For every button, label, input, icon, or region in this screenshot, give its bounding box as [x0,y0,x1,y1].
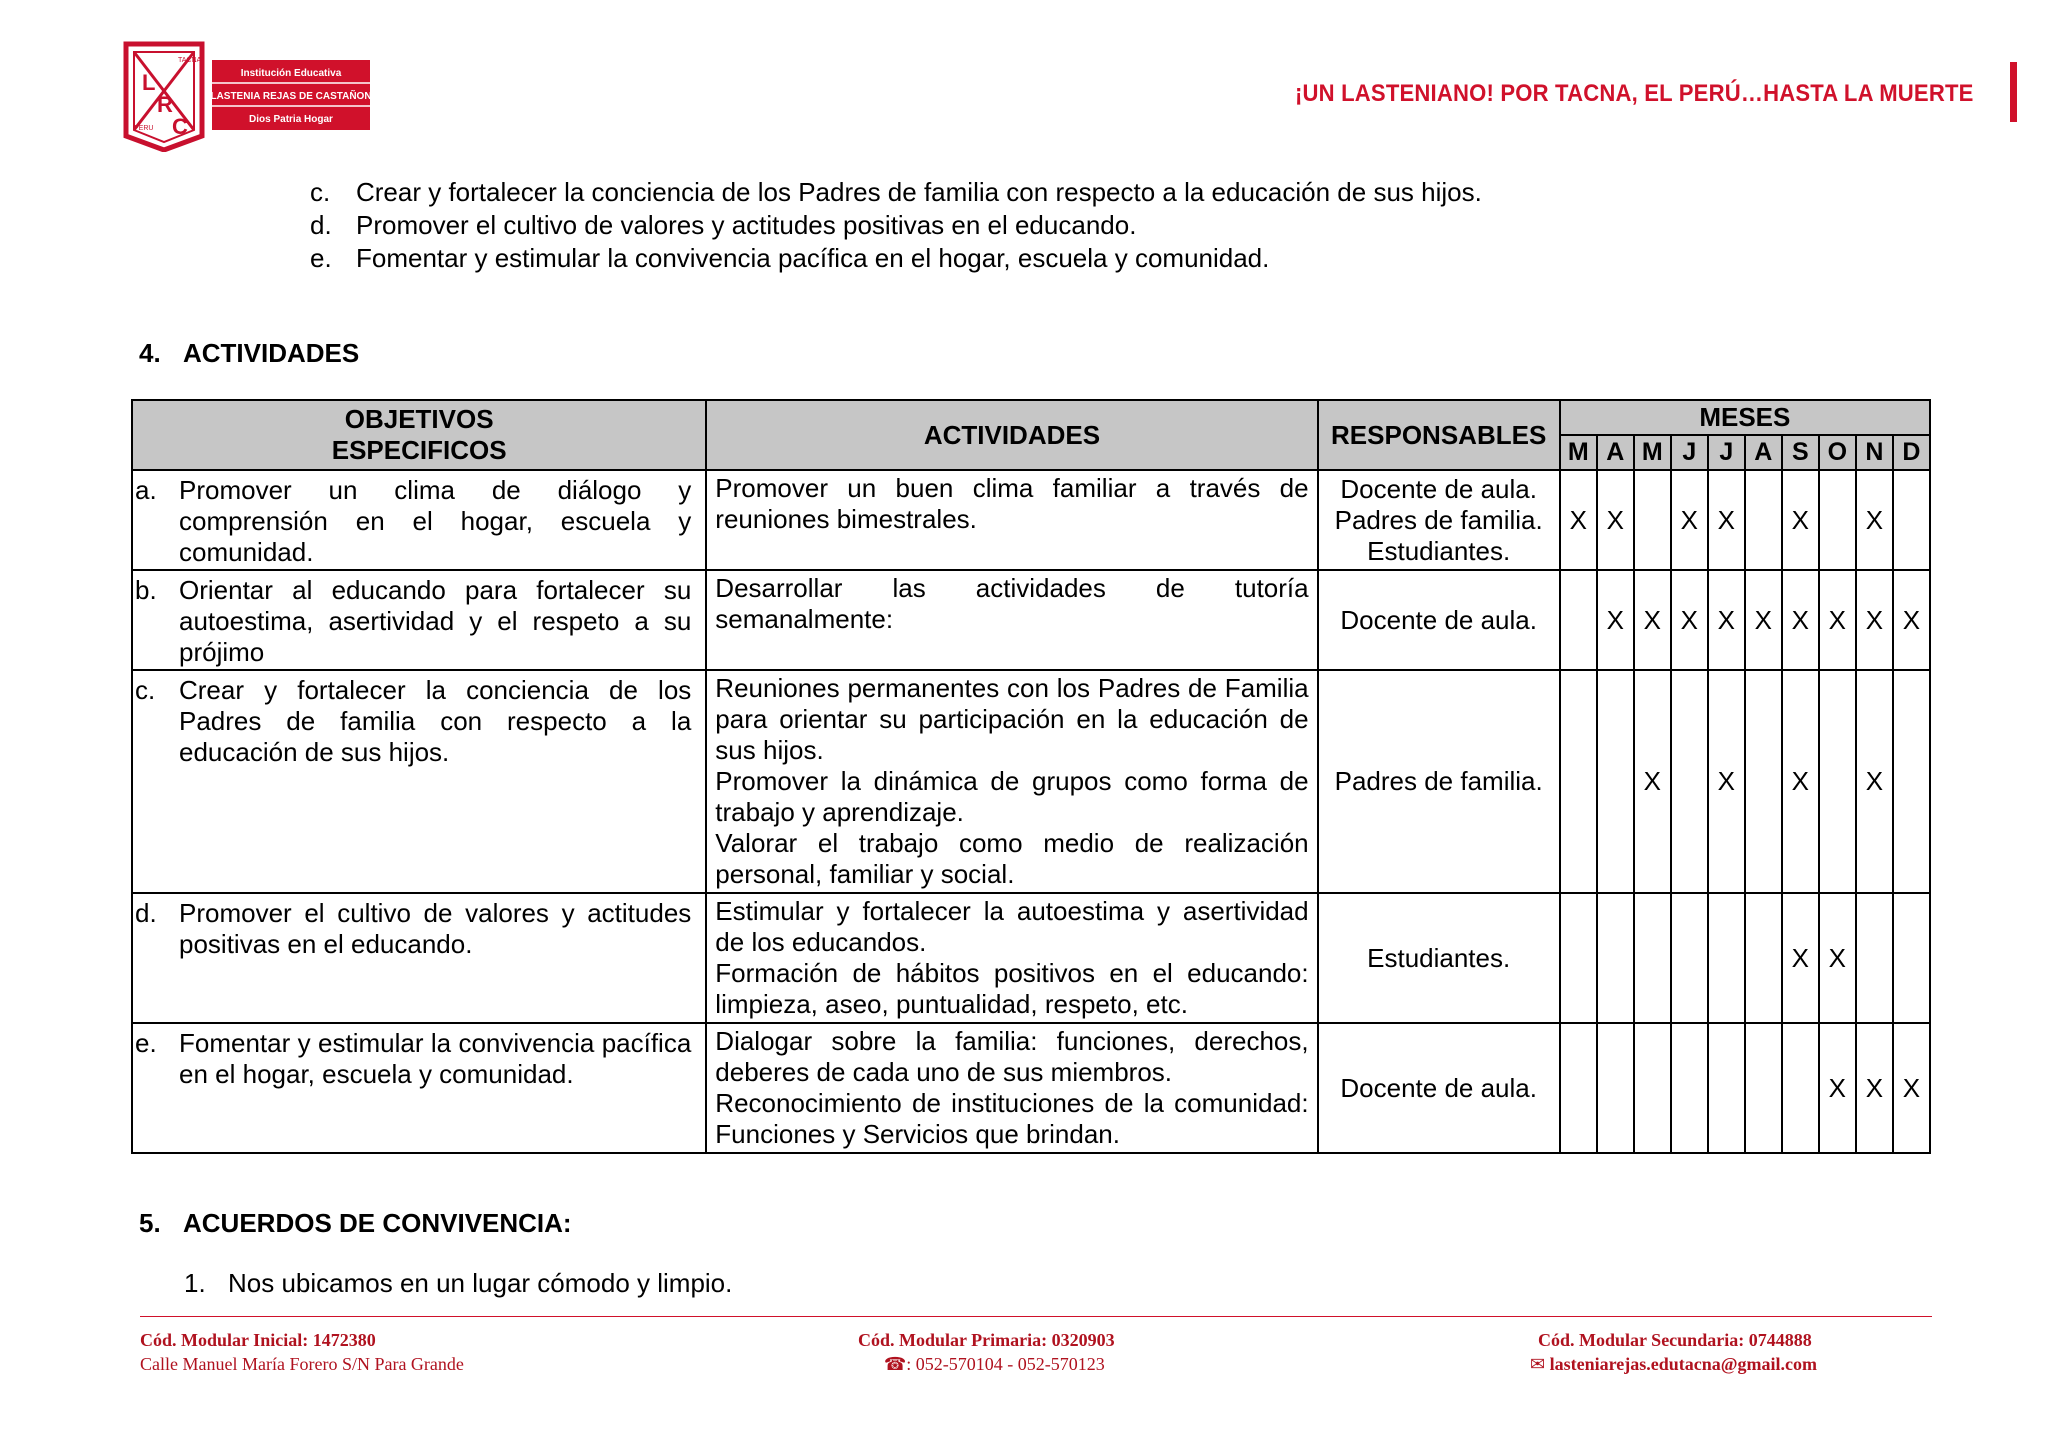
month-mark-cell [1671,1023,1708,1153]
month-mark-cell: X [1782,470,1819,570]
responsables-cell [1318,1023,1560,1153]
responsables-cell [1318,893,1560,1023]
month-header: O [1819,435,1856,470]
month-mark-cell [1597,1023,1634,1153]
list-item [310,209,1482,242]
month-header: M [1560,435,1597,470]
month-header: S [1782,435,1819,470]
table-row [132,670,1930,893]
list-item [310,176,1482,209]
month-mark-cell: X [1856,1023,1893,1153]
section-heading-acuerdos [139,1208,572,1239]
month-mark-cell [1745,670,1782,893]
activities-table [131,399,1931,1154]
month-mark-cell [1560,893,1597,1023]
month-mark-cell: X [1893,570,1930,670]
activities-cell [706,1023,1317,1153]
header-objetivos: OBJETIVOS ESPECIFICOS [132,400,706,470]
month-mark-cell: X [1634,570,1671,670]
month-mark-cell [1745,1023,1782,1153]
school-logo [120,40,372,152]
activity-text: Valorar el trabajo como medio de realización personal, familiar y social. [715,828,1309,889]
logo-line-3: Dios Patria Hogar [249,114,333,125]
objective-text: Fomentar y estimular la convivencia pacífica en el hogar, escuela y comunidad. [179,1028,692,1089]
logo-letter-l: L [142,70,156,95]
activity-text: Dialogar sobre la familia: funciones, derechos, deberes de cada uno de sus miembros. [715,1026,1309,1087]
list-text: Crear y fortalecer la conciencia de los Padres de familia con respecto a la educación de sus hijos. [356,177,1482,207]
month-mark-cell [1634,1023,1671,1153]
month-mark-cell [1745,470,1782,570]
month-mark-cell [1819,670,1856,893]
footer-left [140,1328,464,1376]
month-header: M [1634,435,1671,470]
list-text: Fomentar y estimular la convivencia pacífica en el hogar, escuela y comunidad. [356,243,1270,273]
list-marker: c. [310,177,331,207]
objectives-list [310,176,1482,275]
objective-text: Orientar al educando para fortalecer su autoestima, asertividad y el respeto a su prójimo [179,575,692,667]
activity-text: Reuniones permanentes con los Padres de Familia para orientar su participación en la educación de sus hijos. [715,673,1309,765]
month-mark-cell: X [1856,670,1893,893]
month-header: A [1745,435,1782,470]
footer-address: Calle Manuel María Forero S/N Para Grande [140,1354,464,1374]
responsable-text: Docente de aula. [1340,473,1537,504]
table-row [132,470,1930,570]
objective-cell [132,1023,706,1153]
month-mark-cell: X [1560,470,1597,570]
month-mark-cell: X [1745,570,1782,670]
list-marker: d. [310,210,332,240]
agreements-list [184,1268,732,1299]
activity-text: Reconocimiento de instituciones de la comunidad: Funciones y Servicios que brindan. [715,1088,1309,1149]
month-mark-cell: X [1819,570,1856,670]
header-accent-bar [2010,62,2017,122]
month-mark-cell: X [1708,470,1745,570]
table-row [132,1023,1930,1153]
logo-line-2: LASTENIA REJAS DE CASTAÑON [210,91,372,102]
footer-email-line [1530,1352,1817,1376]
list-item [310,242,1482,275]
month-mark-cell [1634,893,1671,1023]
activities-cell [706,470,1317,570]
month-header: N [1856,435,1893,470]
footer-inicial-code: Cód. Modular Inicial: 1472380 [140,1330,376,1350]
footer-secundaria-code: Cód. Modular Secundaria: 0744888 [1538,1330,1812,1350]
month-header: D [1893,435,1930,470]
month-mark-cell: X [1597,470,1634,570]
objective-cell [132,470,706,570]
month-mark-cell [1893,893,1930,1023]
month-mark-cell: X [1782,893,1819,1023]
mail-icon: ✉ [1530,1354,1550,1374]
header-actividades: ACTIVIDADES [706,400,1317,470]
month-mark-cell: X [1634,670,1671,893]
month-mark-cell [1856,893,1893,1023]
month-mark-cell [1597,893,1634,1023]
logo-letter-c: C [172,114,188,139]
list-text: Nos ubicamos en un lugar cómodo y limpio. [228,1268,733,1298]
list-marker: 1. [184,1268,206,1298]
month-mark-cell [1671,670,1708,893]
month-mark-cell: X [1782,670,1819,893]
month-mark-cell: X [1893,1023,1930,1153]
objective-marker: c. [135,675,156,705]
month-mark-cell [1634,470,1671,570]
objective-cell [132,893,706,1023]
month-mark-cell: X [1782,570,1819,670]
section-number: 4. [139,338,161,368]
responsable-text: Padres de familia. [1334,766,1543,796]
footer-phones: : 052-570104 - 052-570123 [906,1354,1105,1374]
footer-right [1530,1328,1817,1376]
header-responsables: RESPONSABLES [1318,400,1560,470]
section-title: ACTIVIDADES [183,338,360,368]
responsable-text: Estudiantes. [1367,535,1511,566]
responsables-cell [1318,470,1560,570]
objective-text: Crear y fortalecer la conciencia de los Padres de familia con respecto a la educación de sus hijos. [179,675,692,767]
activities-cell [706,893,1317,1023]
objective-marker: e. [135,1028,157,1058]
activities-cell [706,670,1317,893]
activity-text: Estimular y fortalecer la autoestima y asertividad de los educandos. [715,896,1309,957]
responsable-text: Docente de aula. [1340,604,1537,635]
responsables-cell [1318,670,1560,893]
activities-cell [706,570,1317,670]
activity-text: Promover la dinámica de grupos como forma de trabajo y aprendizaje. [715,766,1309,827]
responsable-text: Estudiantes. [1367,942,1511,973]
responsable-text: Padres de familia. [1334,504,1543,535]
phone-icon: ☎ [883,1354,907,1374]
objective-marker: a. [135,475,157,505]
table-row [132,893,1930,1023]
month-mark-cell [1893,470,1930,570]
month-mark-cell: X [1671,570,1708,670]
month-mark-cell [1597,670,1634,893]
objective-marker: d. [135,898,157,928]
month-mark-cell [1560,1023,1597,1153]
responsables-cell [1318,570,1560,670]
activity-text: Formación de hábitos positivos en el educando: limpieza, aseo, puntualidad, respeto, etc. [715,958,1309,1019]
table-row [132,570,1930,670]
table-body [132,470,1930,1153]
logo-letter-r: R [157,92,173,117]
month-mark-cell: X [1819,1023,1856,1153]
month-header: J [1671,435,1708,470]
logo-line-1: Institución Educativa [240,68,342,79]
month-mark-cell [1671,893,1708,1023]
month-header: J [1708,435,1745,470]
footer-primaria-code: Cód. Modular Primaria: 0320903 [858,1330,1115,1350]
month-mark-cell: X [1819,893,1856,1023]
month-mark-cell [1893,670,1930,893]
objective-marker: b. [135,575,157,605]
month-mark-cell [1782,1023,1819,1153]
footer-email[interactable]: lasteniarejas.edutacna@gmail.com [1549,1354,1817,1374]
month-mark-cell [1708,1023,1745,1153]
table-header-row [132,400,1930,435]
objective-text: Promover un clima de diálogo y comprensión en el hogar, escuela y comunidad. [179,475,692,567]
responsable-text: Docente de aula. [1340,1072,1537,1103]
section-heading-actividades [139,338,359,369]
school-motto: ¡UN LASTENIANO! POR TACNA, EL PERÚ…HASTA LA MUERTE [1295,80,1974,107]
footer-phones-line [858,1352,1115,1376]
month-mark-cell [1745,893,1782,1023]
month-mark-cell: X [1856,570,1893,670]
section-number: 5. [139,1208,161,1238]
header-meses: MESES [1560,400,1930,435]
logo-bottom-text: PERU [134,125,154,132]
month-mark-cell [1708,893,1745,1023]
month-mark-cell: X [1708,570,1745,670]
month-mark-cell [1819,470,1856,570]
objective-text: Promover el cultivo de valores y actitudes positivas en el educando. [179,898,692,959]
month-mark-cell [1560,570,1597,670]
month-mark-cell: X [1671,470,1708,570]
month-mark-cell: X [1597,570,1634,670]
month-header: A [1597,435,1634,470]
activity-text: Promover un buen clima familiar a través de reuniones bimestrales. [715,473,1309,534]
objective-cell [132,570,706,670]
list-text: Promover el cultivo de valores y actitudes positivas en el educando. [356,210,1137,240]
activity-text: Desarrollar las actividades de tutoría semanalmente: [715,573,1309,634]
month-mark-cell: X [1856,470,1893,570]
footer-center [858,1328,1115,1376]
list-marker: e. [310,243,332,273]
section-title: ACUERDOS DE CONVIVENCIA: [183,1208,572,1238]
month-mark-cell: X [1708,670,1745,893]
month-mark-cell [1560,670,1597,893]
footer-divider [140,1316,1932,1317]
objective-cell [132,670,706,893]
logo-top-text: TACNA [178,57,202,64]
